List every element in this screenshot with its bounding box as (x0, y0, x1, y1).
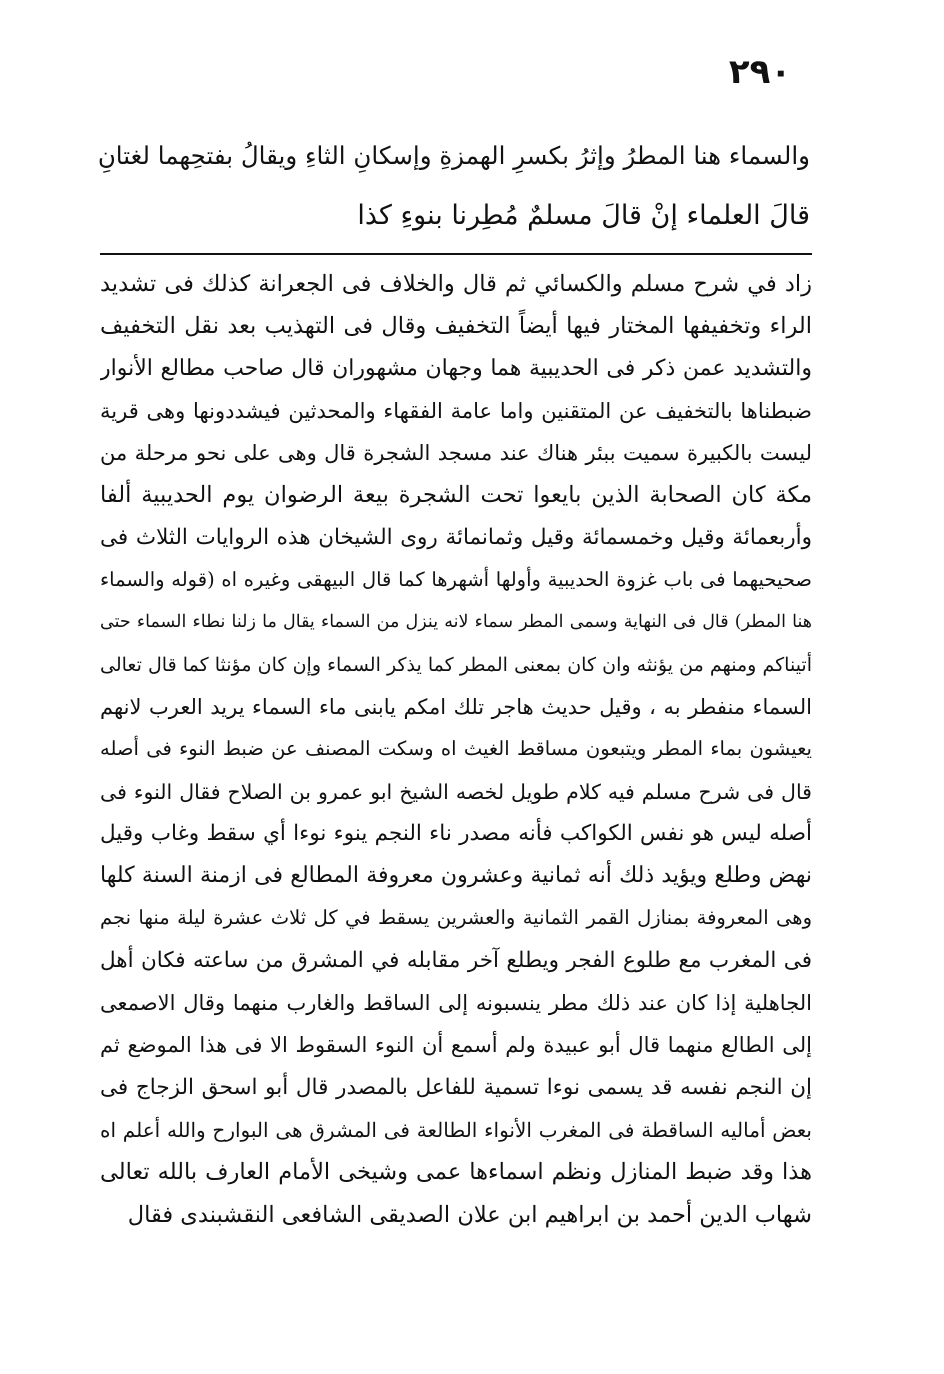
commentary-line: صحيحيهما فى باب غزوة الحديبية وأولها أشهرها كما قال البيهقى وغيره اه (قوله والسماء (100, 568, 812, 592)
commentary-line: إلى الطالع منهما قال أبو عبيدة ولم أسمع أن النوء السقوط الا فى هذا الموضع ثم (100, 1033, 812, 1058)
commentary-line: الجاهلية إذا كان عند ذلك مطر ينسبونه إلى الساقط والغارب منهما وقال الاصمعى (100, 991, 812, 1016)
commentary-line: وهى المعروفة بمنازل القمر الثمانية والعشرين يسقط في كل ثلاث عشرة ليلة منها نجم (100, 906, 812, 930)
page-number: ٢٩٠ (728, 52, 792, 92)
commentary-line: يعيشون بماء المطر ويتبعون مساقط الغيث اه وسكت المصنف عن ضبط النوء فى أصله (100, 737, 812, 761)
main-text-block (95, 126, 810, 246)
commentary-line: وأربعمائة وقيل وخمسمائة وقيل وثمانمائة روى الشيخان هذه الروايات الثلاث فى (100, 524, 812, 550)
commentary-line: مكة كان الصحابة الذين بايعوا تحت الشجرة بيعة الرضوان يوم الحديبية ألفا (100, 482, 812, 509)
commentary-block (100, 263, 812, 1236)
commentary-line: ضبطناها بالتخفيف عن المتقنين واما عامة الفقهاء والمحدثين فيشددونها وهى قرية (100, 398, 812, 423)
commentary-line: شهاب الدين أحمد بن ابراهيم ابن علان الصديقى الشافعى النقشبندى فقال (127, 1201, 812, 1228)
commentary-line: زاد في شرح مسلم والكسائي ثم قال والخلاف فى الجعرانة كذلك فى تشديد (100, 271, 812, 297)
commentary-line: هذا وقد ضبط المنازل ونظم اسماءها عمى وشيخى الأمام العارف بالله تعالى (100, 1159, 812, 1186)
commentary-line: والتشديد عمن ذكر فى الحديبية هما وجهان مشهوران قال صاحب مطالع الأنوار (100, 355, 812, 381)
commentary-line: أصله ليس هو نفس الكواكب فأنه مصدر ناء النجم ينوء نوءا أي سقط وغاب وقيل (100, 820, 812, 846)
commentary-line: أتيناكم ومنهم من يؤنثه وان كان بمعنى المطر كما يذكر السماء وإن كان مؤنثا كما قال تعالى (100, 653, 812, 676)
commentary-line: قال فى شرح مسلم فيه كلام طويل لخصه الشيخ ابو عمرو بن الصلاح فقال النوء فى (100, 779, 812, 804)
commentary-line: إن النجم نفسه قد يسمى نوءا تسمية للفاعل بالمصدر قال أبو اسحق الزجاج فى (100, 1074, 812, 1100)
commentary-line: فى المغرب مع طلوع الفجر ويطلع آخر مقابله في المشرق من ساعته فكان أهل (100, 947, 812, 973)
main-text-line: قالَ العلماء إنْ قالَ مسلمٌ مُطِرنا بنوءِ كذا (357, 200, 810, 231)
main-text-line: والسماء هنا المطرُ وإثرُ بكسرِ الهمزةِ وإسكانِ الثاءِ ويقالُ بفتحِهما لغتانِ (97, 141, 810, 170)
commentary-line: الراء وتخفيفها المختار فيها أيضاً التخفيف وقال فى التهذيب بعد نقل التخفيف (100, 313, 812, 340)
commentary-line: السماء منفطر به ، وقيل حديث هاجر تلك امكم يابنى ماء السماء يريد العرب لانهم (100, 694, 812, 719)
commentary-line: هنا المطر) قال فى النهاية وسمى المطر سماء لانه ينزل من السماء يقال ما زلنا نطاء السماء حتى (100, 612, 812, 633)
separator-rule (100, 253, 812, 255)
commentary-line: ليست بالكبيرة سميت ببئر هناك عند مسجد الشجرة قال وهى على نحو مرحلة من (100, 441, 812, 466)
commentary-line: بعض أماليه الساقطة فى المغرب الأنواء الطالعة فى المشرق هى البوارح والله أعلم اه (100, 1117, 812, 1142)
commentary-line: نهض وطلع ويؤيد ذلك أنه ثمانية وعشرون معروفة المطالع فى ازمنة السنة كلها (100, 863, 812, 889)
